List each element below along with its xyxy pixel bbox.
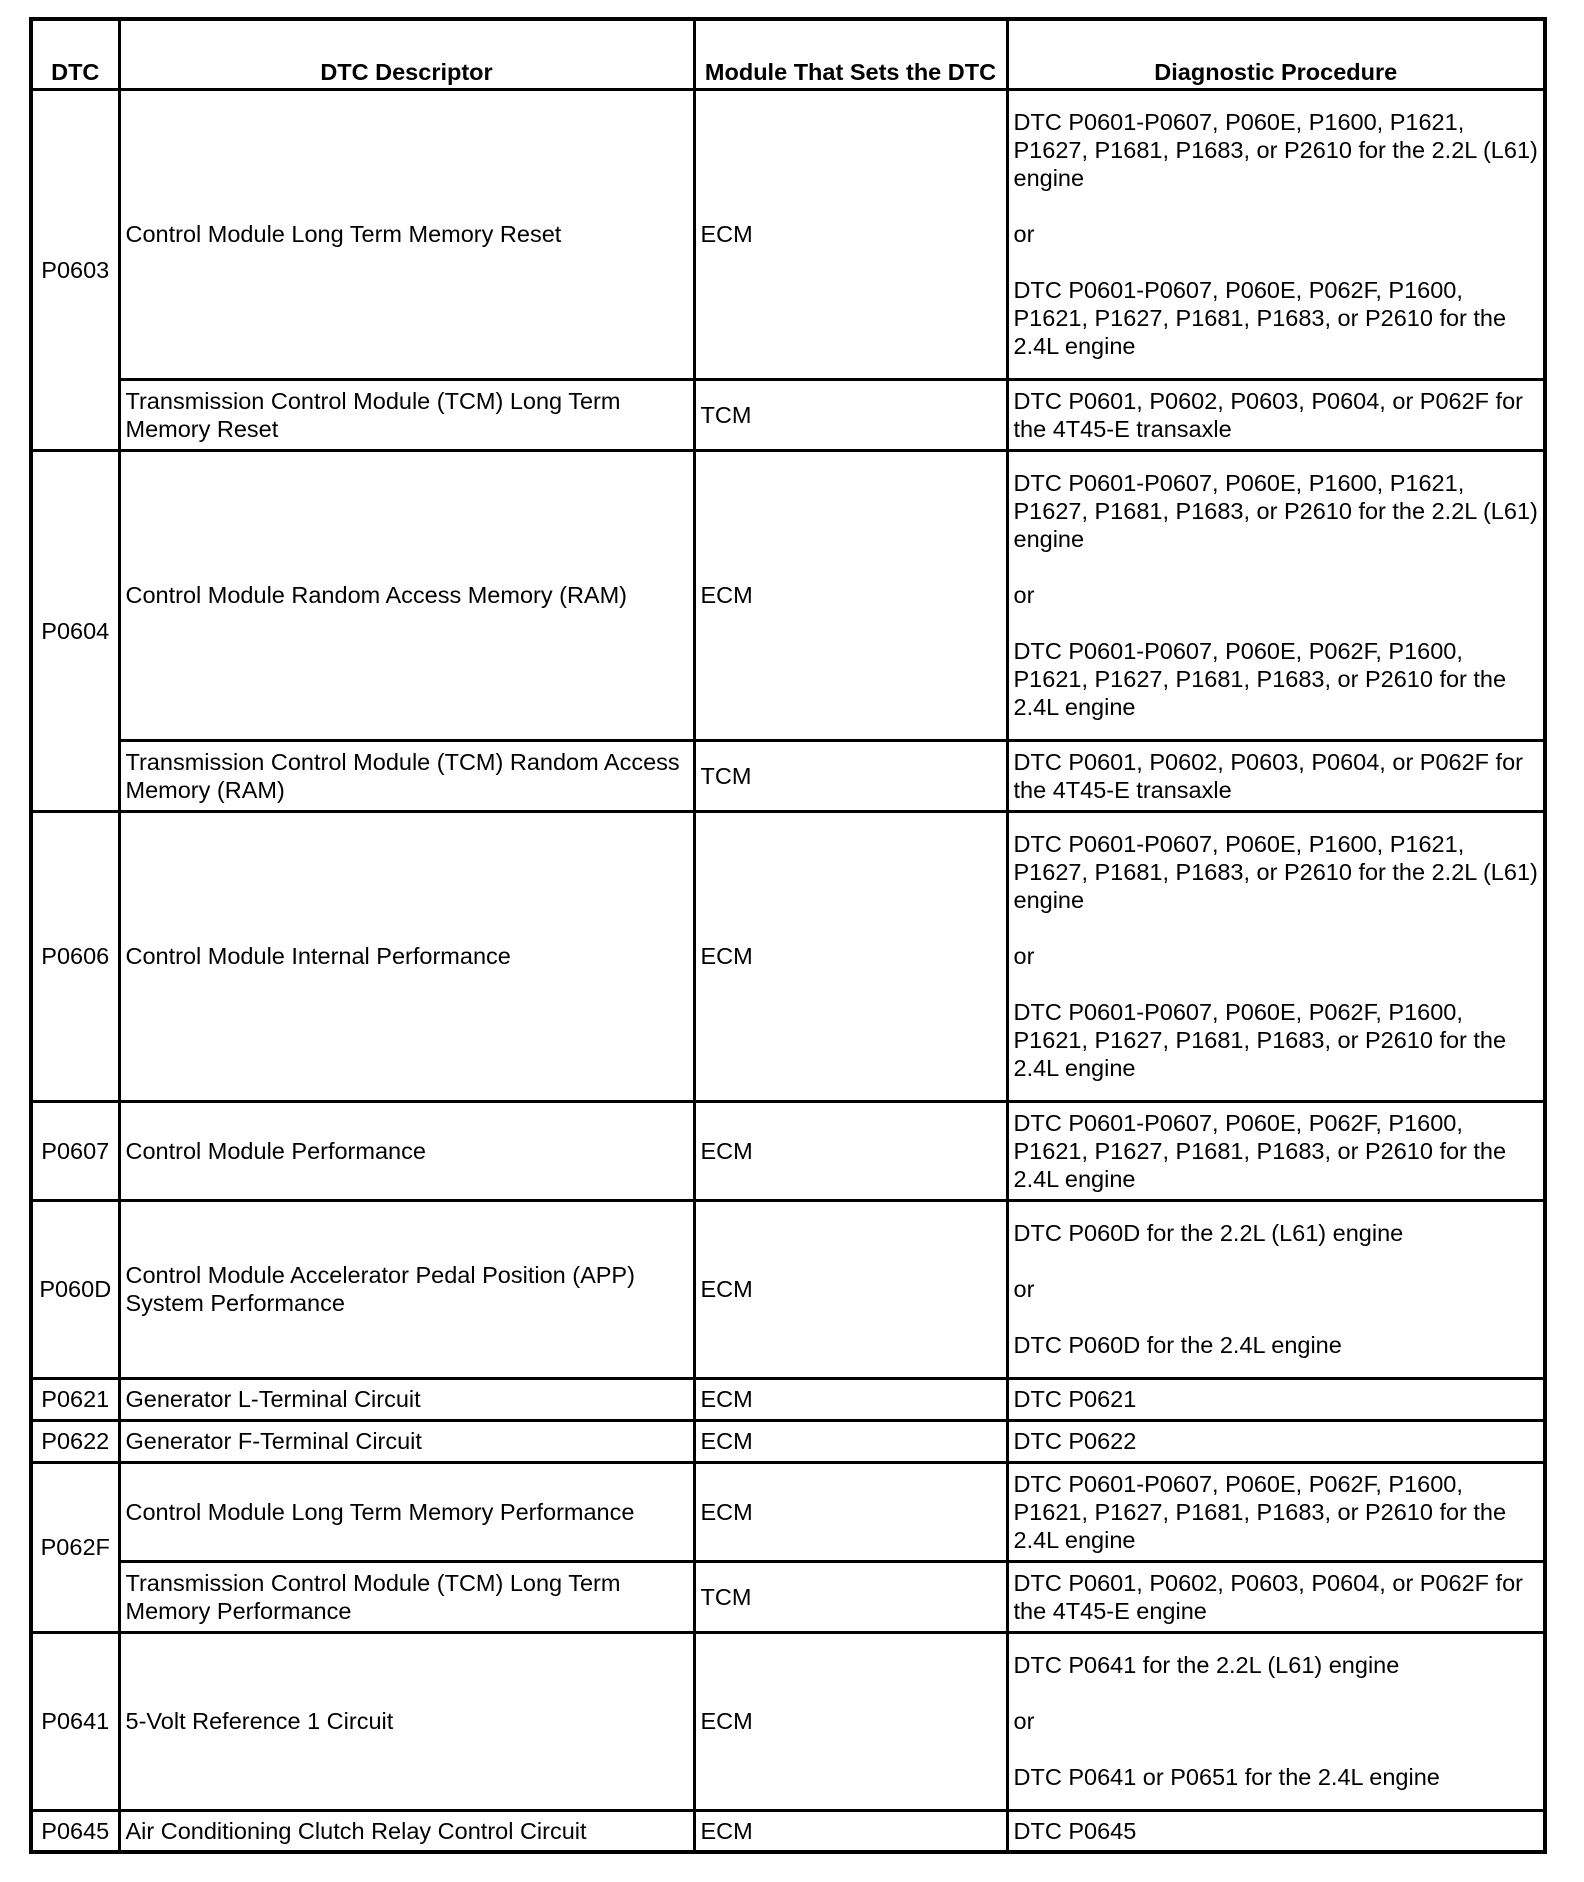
dtc-table: [29, 17, 1547, 1854]
paragraph-spacer: [1014, 970, 1539, 998]
dtc-descriptor: Control Module Accelerator Pedal Position (APP) System Performance: [119, 1200, 694, 1378]
procedure-line: DTC P0601, P0602, P0603, P0604, or P062F for the 4T45-E transaxle: [1013, 387, 1523, 442]
diagnostic-procedure: [1007, 1200, 1545, 1378]
table-row: [31, 1561, 1545, 1632]
table-row: [31, 1378, 1545, 1420]
dtc-code: P0621: [31, 1378, 119, 1420]
dtc-descriptor: 5-Volt Reference 1 Circuit: [119, 1632, 694, 1810]
setting-module: ECM: [694, 1200, 1007, 1378]
table-row: [31, 811, 1545, 1101]
table-row: [31, 1101, 1545, 1200]
procedure-line: DTC P0641 or P0651 for the 2.4L engine: [1013, 1764, 1440, 1790]
paragraph-spacer: [1014, 1247, 1539, 1275]
setting-module: ECM: [694, 1632, 1007, 1810]
table-body: [31, 89, 1545, 1852]
paragraph-spacer: [1014, 1679, 1539, 1707]
procedure-line: DTC P0621: [1013, 1386, 1137, 1412]
table-row: [31, 1810, 1545, 1852]
table-row: [31, 1420, 1545, 1462]
procedure-line: DTC P0641 for the 2.2L (L61) engine: [1013, 1652, 1400, 1678]
diagnostic-procedure: [1007, 1561, 1545, 1632]
table-row: [31, 379, 1545, 450]
paragraph-spacer: [1014, 1303, 1539, 1331]
diagnostic-procedure: [1007, 1101, 1545, 1200]
dtc-descriptor: Control Module Long Term Memory Performance: [119, 1462, 694, 1561]
procedure-line: DTC P0601-P0607, P060E, P062F, P1600, P1621, P1627, P1681, P1683, or P2610 for the 2.4L engine: [1013, 999, 1507, 1081]
setting-module: ECM: [694, 811, 1007, 1101]
dtc-code: P0606: [31, 811, 119, 1101]
paragraph-spacer: [1014, 1735, 1539, 1763]
setting-module: ECM: [694, 1462, 1007, 1561]
procedure-line: or: [1013, 1708, 1035, 1734]
procedure-line: DTC P0601-P0607, P060E, P062F, P1600, P1621, P1627, P1681, P1683, or P2610 for the 2.4L engine: [1013, 277, 1507, 359]
table-row: [31, 1462, 1545, 1561]
diagnostic-procedure: [1007, 379, 1545, 450]
header-descriptor: DTC Descriptor: [119, 19, 694, 89]
setting-module: TCM: [694, 379, 1007, 450]
procedure-line: DTC P0601, P0602, P0603, P0604, or P062F for the 4T45-E transaxle: [1013, 748, 1523, 803]
procedure-line: DTC P0601-P0607, P060E, P1600, P1621, P1627, P1681, P1683, or P2610 for the 2.2L (L61) engine: [1013, 470, 1538, 552]
dtc-code: P0604: [31, 450, 119, 811]
diagnostic-procedure: [1007, 1420, 1545, 1462]
procedure-line: DTC P060D for the 2.4L engine: [1013, 1332, 1342, 1358]
setting-module: ECM: [694, 1101, 1007, 1200]
dtc-code: P0645: [31, 1810, 119, 1852]
dtc-descriptor: Generator F-Terminal Circuit: [119, 1420, 694, 1462]
procedure-line: DTC P0601-P0607, P060E, P1600, P1621, P1627, P1681, P1683, or P2610 for the 2.2L (L61) engine: [1013, 109, 1538, 191]
setting-module: ECM: [694, 450, 1007, 740]
dtc-descriptor: Control Module Performance: [119, 1101, 694, 1200]
dtc-code: P060D: [31, 1200, 119, 1378]
procedure-line: DTC P060D for the 2.2L (L61) engine: [1013, 1220, 1404, 1246]
dtc-code: P0622: [31, 1420, 119, 1462]
header-procedure: Diagnostic Procedure: [1007, 19, 1545, 89]
procedure-line: or: [1013, 221, 1035, 247]
procedure-line: DTC P0601-P0607, P060E, P062F, P1600, P1621, P1627, P1681, P1683, or P2610 for the 2.4L engine: [1013, 1470, 1507, 1553]
procedure-line: DTC P0601-P0607, P060E, P062F, P1600, P1621, P1627, P1681, P1683, or P2610 for the 2.4L engine: [1013, 1109, 1507, 1192]
header-module: Module That Sets the DTC: [694, 19, 1007, 89]
diagnostic-procedure: [1007, 1378, 1545, 1420]
paragraph-spacer: [1014, 248, 1539, 276]
table-row: [31, 740, 1545, 811]
dtc-descriptor: Control Module Random Access Memory (RAM): [119, 450, 694, 740]
table-row: [31, 1200, 1545, 1378]
setting-module: ECM: [694, 1420, 1007, 1462]
dtc-descriptor: Generator L-Terminal Circuit: [119, 1378, 694, 1420]
setting-module: ECM: [694, 1378, 1007, 1420]
dtc-descriptor: Transmission Control Module (TCM) Long Term Memory Reset: [119, 379, 694, 450]
setting-module: TCM: [694, 740, 1007, 811]
diagnostic-procedure: [1007, 811, 1545, 1101]
setting-module: ECM: [694, 1810, 1007, 1852]
diagnostic-procedure: [1007, 89, 1545, 379]
procedure-line: DTC P0601-P0607, P060E, P062F, P1600, P1621, P1627, P1681, P1683, or P2610 for the 2.4L engine: [1013, 638, 1507, 720]
procedure-line: DTC P0601-P0607, P060E, P1600, P1621, P1627, P1681, P1683, or P2610 for the 2.2L (L61) engine: [1013, 831, 1538, 913]
dtc-descriptor: Air Conditioning Clutch Relay Control Circuit: [119, 1810, 694, 1852]
paragraph-spacer: [1014, 609, 1539, 637]
dtc-descriptor: Control Module Internal Performance: [119, 811, 694, 1101]
diagnostic-procedure: [1007, 1462, 1545, 1561]
procedure-line: or: [1013, 1276, 1035, 1302]
diagnostic-procedure: [1007, 450, 1545, 740]
paragraph-spacer: [1014, 192, 1539, 220]
diagnostic-procedure: [1007, 1810, 1545, 1852]
paragraph-spacer: [1014, 914, 1539, 942]
procedure-line: DTC P0645: [1013, 1817, 1137, 1844]
procedure-line: DTC P0622: [1013, 1428, 1137, 1454]
diagnostic-procedure: [1007, 1632, 1545, 1810]
table-row: [31, 450, 1545, 740]
procedure-line: or: [1013, 582, 1035, 608]
paragraph-spacer: [1014, 553, 1539, 581]
dtc-code: P062F: [31, 1462, 119, 1632]
setting-module: ECM: [694, 89, 1007, 379]
procedure-line: DTC P0601, P0602, P0603, P0604, or P062F for the 4T45-E engine: [1013, 1569, 1523, 1624]
table-row: [31, 1632, 1545, 1810]
procedure-line: or: [1013, 943, 1035, 969]
diagnostic-procedure: [1007, 740, 1545, 811]
dtc-descriptor: Control Module Long Term Memory Reset: [119, 89, 694, 379]
dtc-code: P0603: [31, 89, 119, 450]
dtc-code: P0607: [31, 1101, 119, 1200]
dtc-descriptor: Transmission Control Module (TCM) Long Term Memory Performance: [119, 1561, 694, 1632]
header-row: [31, 19, 1545, 89]
setting-module: TCM: [694, 1561, 1007, 1632]
dtc-descriptor: Transmission Control Module (TCM) Random Access Memory (RAM): [119, 740, 694, 811]
table-row: [31, 89, 1545, 379]
header-dtc: DTC: [31, 19, 119, 89]
dtc-code: P0641: [31, 1632, 119, 1810]
